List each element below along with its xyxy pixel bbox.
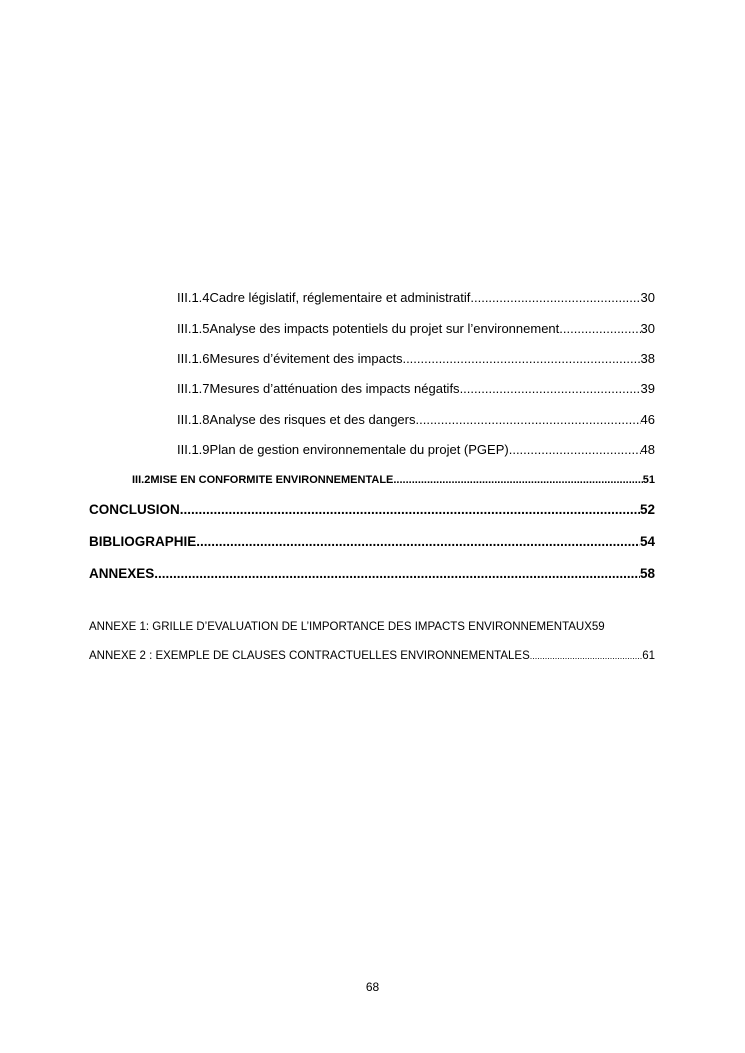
toc-entry-iii-1-7[interactable] bbox=[177, 381, 655, 396]
toc-entry-annexe-2[interactable] bbox=[89, 650, 655, 662]
toc-entry-iii-2[interactable] bbox=[132, 474, 655, 486]
toc-leader-dots bbox=[402, 351, 640, 366]
toc-entry-page: 58 bbox=[639, 566, 655, 581]
toc-entry-number: III.1.4 bbox=[177, 290, 210, 305]
toc-entry-number: III.2 bbox=[132, 474, 151, 486]
toc-entry-title: Analyse des risques et des dangers bbox=[209, 412, 416, 427]
toc-entry-title: ANNEXES bbox=[89, 566, 155, 581]
toc-leader-dots bbox=[154, 566, 640, 581]
toc-entry-page: 52 bbox=[639, 502, 655, 517]
toc-entry-title: CONCLUSION bbox=[89, 502, 180, 517]
toc-entry-iii-1-8[interactable] bbox=[177, 412, 655, 427]
toc-entry-number: III.1.7 bbox=[177, 381, 210, 396]
toc-entry-title: MISE EN CONFORMITE ENVIRONNEMENTALE bbox=[150, 474, 394, 486]
toc-entry-title: Analyse des impacts potentiels du projet sur l’environnement bbox=[209, 321, 560, 336]
toc-entry-page: 30 bbox=[640, 290, 655, 305]
toc-entry-conclusion[interactable] bbox=[89, 502, 655, 517]
toc-entry-page: 59 bbox=[591, 621, 605, 633]
toc-leader-dots bbox=[416, 412, 641, 427]
toc-entry-number: III.1.5 bbox=[177, 321, 210, 336]
toc-leader-dots bbox=[470, 290, 640, 305]
toc-entry-number: III.1.6 bbox=[177, 351, 210, 366]
page-number: 68 bbox=[365, 980, 380, 994]
toc-entry-bibliographie[interactable] bbox=[89, 534, 655, 549]
toc-entry-page: 30 bbox=[640, 321, 655, 336]
toc-leader-dots bbox=[509, 442, 641, 457]
toc-entry-title: Cadre législatif, réglementaire et administratif bbox=[209, 290, 471, 305]
toc-entry-iii-1-4[interactable] bbox=[177, 290, 655, 305]
toc-entry-number: III.1.9 bbox=[177, 442, 210, 457]
toc-entry-title: Mesures d’évitement des impacts bbox=[209, 351, 403, 366]
toc-entry-title: Mesures d’atténuation des impacts négatifs bbox=[209, 381, 460, 396]
toc-entry-page: 51 bbox=[642, 474, 655, 486]
toc-leader-dots bbox=[530, 651, 642, 661]
toc-leader-dots bbox=[180, 502, 640, 517]
toc-entry-page: 48 bbox=[640, 442, 655, 457]
toc-entry-annexe-1[interactable] bbox=[89, 621, 655, 633]
toc-entry-page: 54 bbox=[639, 534, 655, 549]
toc-entry-page: 46 bbox=[640, 412, 655, 427]
toc-entry-iii-1-9[interactable] bbox=[177, 442, 655, 457]
toc-entry-title: ANNEXE 2 : EXEMPLE DE CLAUSES CONTRACTUELLES ENVIRONNEMENTALES bbox=[89, 650, 530, 662]
toc-entry-title: ANNEXE 1: GRILLE D’EVALUATION DE L’IMPORTANCE DES IMPACTS ENVIRONNEMENTAUX bbox=[89, 621, 592, 633]
toc-entry-page: 39 bbox=[640, 381, 655, 396]
toc-leader-dots bbox=[559, 321, 640, 336]
toc-entry-title: BIBLIOGRAPHIE bbox=[89, 534, 197, 549]
toc-entry-number: III.1.8 bbox=[177, 412, 210, 427]
toc-entry-title: Plan de gestion environnementale du projet (PGEP) bbox=[209, 442, 509, 457]
toc-entry-page: 61 bbox=[642, 650, 655, 662]
toc-entry-iii-1-5[interactable] bbox=[177, 321, 655, 336]
toc-leader-dots bbox=[196, 534, 640, 549]
toc-leader-dots bbox=[393, 474, 642, 486]
toc-leader-dots bbox=[460, 381, 641, 396]
toc-entry-iii-1-6[interactable] bbox=[177, 351, 655, 366]
toc-entry-page: 38 bbox=[640, 351, 655, 366]
toc-entry-annexes[interactable] bbox=[89, 566, 655, 581]
